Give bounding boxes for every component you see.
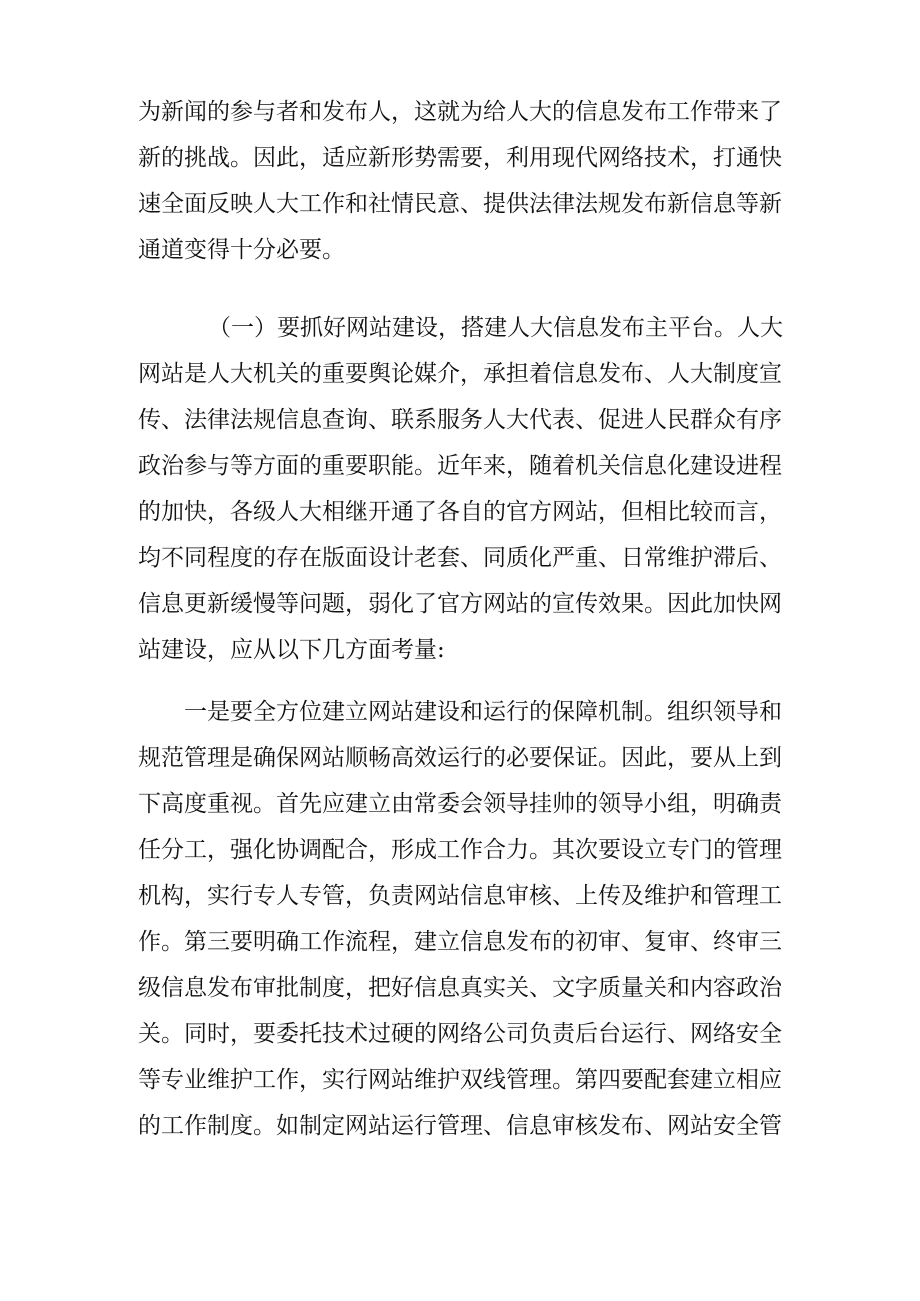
text-line: 速全面反映人大工作和社情民意、提供法律法规发布新信息等新: [138, 191, 782, 217]
text-line: 政治参与等方面的重要职能。近年来，随着机关信息化建设进程: [138, 453, 782, 479]
text-line: 等专业维护工作，实行网站维护双线管理。第四要配套建立相应: [138, 1067, 782, 1093]
text-line: 级信息发布审批制度，把好信息真实关、文字质量关和内容政治: [138, 975, 782, 1001]
text-line: 关。同时，要委托技术过硬的网络公司负责后台运行、网络安全: [138, 1021, 782, 1047]
text-line: 机构，实行专人专管，负责网站信息审核、上传及维护和管理工: [138, 883, 782, 909]
text-line: 网站是人大机关的重要舆论媒介，承担着信息发布、人大制度宣: [138, 361, 782, 387]
section-heading-line: （一）要抓好网站建设，搭建人大信息发布主平台。人大: [208, 315, 783, 341]
text-line: 作。第三要明确工作流程，建立信息发布的初审、复审、终审三: [138, 929, 782, 955]
text-line: 站建设，应从以下几方面考量:: [138, 637, 445, 663]
text-line: 的工作制度。如制定网站运行管理、信息审核发布、网站安全管: [138, 1113, 782, 1139]
text-line: 任分工，强化协调配合，形成工作合力。其次要设立专门的管理: [138, 837, 782, 863]
text-line: 均不同程度的存在版面设计老套、同质化严重、日常维护滞后、: [138, 545, 782, 571]
paragraph-start-line: 一是要全方位建立网站建设和运行的保障机制。组织领导和: [184, 699, 782, 725]
text-line: 下高度重视。首先应建立由常委会领导挂帅的领导小组，明确责: [138, 791, 782, 817]
text-line: 规范管理是确保网站顺畅高效运行的必要保证。因此，要从上到: [138, 745, 782, 771]
text-line: 传、法律法规信息查询、联系服务人大代表、促进人民群众有序: [138, 407, 782, 433]
text-line: 的加快，各级人大相继开通了各自的官方网站，但相比较而言，: [138, 499, 782, 525]
text-line: 为新闻的参与者和发布人，这就为给人大的信息发布工作带来了: [138, 99, 782, 125]
text-line: 新的挑战。因此，适应新形势需要，利用现代网络技术，打通快: [138, 145, 782, 171]
text-line: 信息更新缓慢等问题，弱化了官方网站的宣传效果。因此加快网: [138, 591, 782, 617]
text-line: 通道变得十分必要。: [138, 237, 345, 263]
